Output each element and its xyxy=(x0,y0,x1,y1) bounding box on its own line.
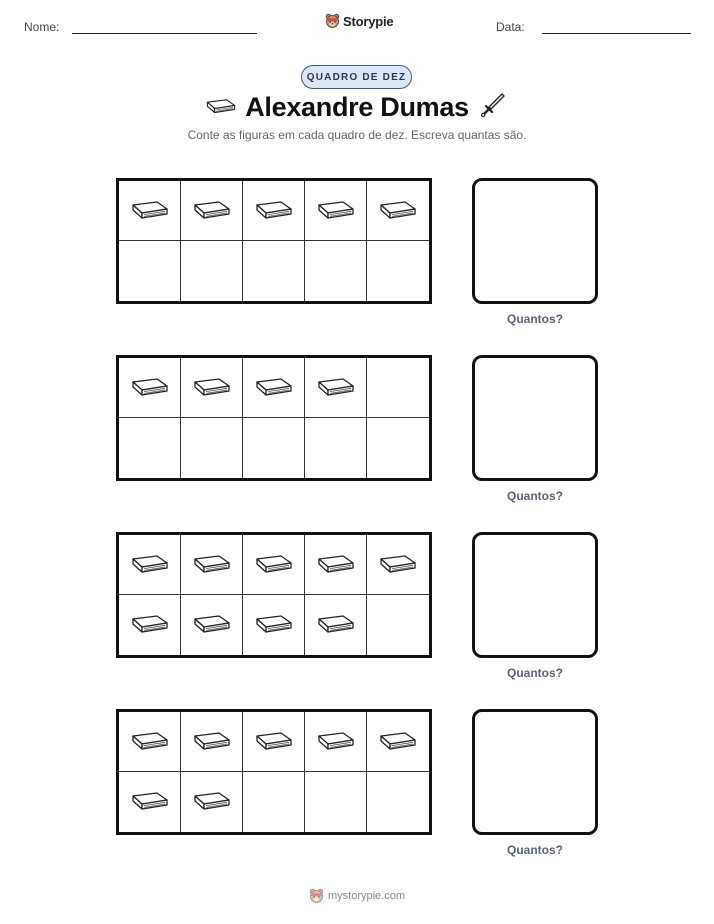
book-icon xyxy=(130,790,170,814)
frame-cell xyxy=(367,418,429,478)
ten-frame-1 xyxy=(116,178,432,304)
answer-box-4[interactable] xyxy=(472,709,598,835)
page-title: Alexandre Dumas xyxy=(245,92,469,122)
date-line[interactable] xyxy=(542,33,691,34)
frame-cell xyxy=(181,712,243,772)
frame-cell xyxy=(181,181,243,241)
frame-cell xyxy=(243,241,305,301)
book-icon xyxy=(254,730,294,754)
book-icon xyxy=(316,730,356,754)
book-icon xyxy=(316,376,356,400)
book-icon xyxy=(378,553,418,577)
ten-frame-2 xyxy=(116,355,432,481)
frame-cell xyxy=(367,535,429,595)
frame-cell xyxy=(119,712,181,772)
book-icon xyxy=(254,553,294,577)
frame-cell xyxy=(243,535,305,595)
ten-frame-3 xyxy=(116,532,432,658)
bear-mascot-icon xyxy=(325,13,340,29)
ten-frame-4 xyxy=(116,709,432,835)
frame-cell xyxy=(305,241,367,301)
frame-cell xyxy=(367,712,429,772)
frame-cell xyxy=(367,181,429,241)
frame-cell xyxy=(181,241,243,301)
frame-cell xyxy=(243,595,305,655)
frame-cell xyxy=(367,358,429,418)
answer-label-3: Quantos? xyxy=(507,666,563,680)
frame-cell xyxy=(305,418,367,478)
book-icon xyxy=(254,376,294,400)
book-icon xyxy=(378,199,418,223)
frame-cell xyxy=(119,241,181,301)
footer-url[interactable]: mystorypie.com xyxy=(328,890,406,902)
frame-cell xyxy=(119,772,181,832)
book-icon xyxy=(378,730,418,754)
frame-cell xyxy=(181,535,243,595)
frame-cell xyxy=(305,772,367,832)
answer-box-1[interactable] xyxy=(472,178,598,304)
worksheet-badge: QUADRO DE DEZ xyxy=(301,65,412,89)
answer-label-2: Quantos? xyxy=(507,489,563,503)
answer-box-3[interactable] xyxy=(472,532,598,658)
frame-cell xyxy=(181,595,243,655)
instructions: Conte as figuras em cada quadro de dez. Escreva quantas são. xyxy=(187,128,527,142)
frame-cell xyxy=(305,712,367,772)
answer-label-1: Quantos? xyxy=(507,312,563,326)
bear-mascot-icon xyxy=(309,888,324,904)
frame-cell xyxy=(119,595,181,655)
frame-cell xyxy=(305,595,367,655)
frame-cell xyxy=(119,181,181,241)
frame-cell xyxy=(367,595,429,655)
book-icon xyxy=(130,376,170,400)
sword-icon xyxy=(480,92,506,120)
footer xyxy=(309,888,405,904)
frame-cell xyxy=(305,181,367,241)
book-icon xyxy=(130,613,170,637)
name-line[interactable] xyxy=(72,33,257,34)
frame-cell xyxy=(119,358,181,418)
book-icon xyxy=(192,613,232,637)
book-icon xyxy=(192,790,232,814)
frame-cell xyxy=(181,418,243,478)
book-icon xyxy=(130,553,170,577)
frame-cell xyxy=(243,418,305,478)
frame-cell xyxy=(367,772,429,832)
book-icon xyxy=(192,553,232,577)
name-label: Nome: xyxy=(24,20,60,34)
frame-cell xyxy=(119,535,181,595)
frame-cell xyxy=(243,772,305,832)
frame-cell xyxy=(367,241,429,301)
brand-name: Storypie xyxy=(343,13,394,29)
frame-cell xyxy=(181,358,243,418)
answer-label-4: Quantos? xyxy=(507,843,563,857)
book-icon xyxy=(254,199,294,223)
book-icon xyxy=(130,730,170,754)
frame-cell xyxy=(243,358,305,418)
frame-cell xyxy=(305,358,367,418)
answer-box-2[interactable] xyxy=(472,355,598,481)
frame-cell xyxy=(119,418,181,478)
book-icon xyxy=(316,199,356,223)
date-label: Data: xyxy=(496,20,525,34)
frame-cell xyxy=(243,712,305,772)
book-icon xyxy=(254,613,294,637)
book-icon xyxy=(192,376,232,400)
book-icon xyxy=(192,199,232,223)
frame-cell xyxy=(305,535,367,595)
book-icon xyxy=(192,730,232,754)
frame-cell xyxy=(243,181,305,241)
book-icon xyxy=(316,613,356,637)
book-icon xyxy=(130,199,170,223)
book-icon xyxy=(316,553,356,577)
frame-cell xyxy=(181,772,243,832)
brand-logo xyxy=(325,13,393,29)
